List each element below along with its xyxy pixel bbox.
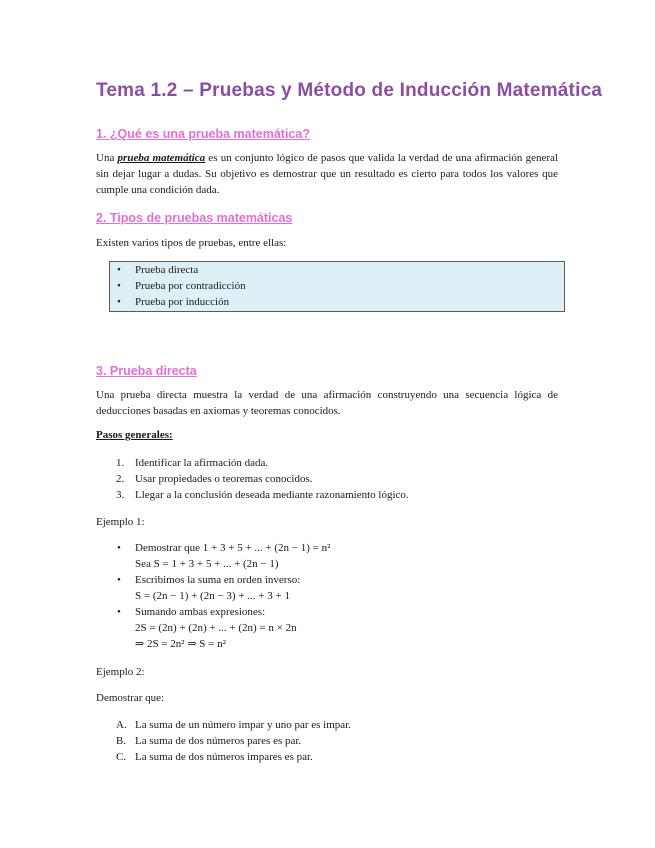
section-1-paragraph (96, 150, 558, 198)
step-number: 3. (116, 489, 125, 501)
example-2-letter: C. (116, 751, 127, 763)
proof-type-item: Prueba por contradicción (135, 280, 246, 292)
example-1-label: Ejemplo 1: (96, 516, 145, 528)
section-3-paragraph: Una prueba directa muestra la verdad de una afirmación construyendo una secuencia lógica de deducciones basadas en axiomas y teoremas conocidos. (96, 389, 558, 417)
steps-title: Pasos generales: (96, 429, 173, 441)
section-1-text-before: Una (96, 152, 118, 164)
section-1-text-after: es un conjunto lógico de pasos que valida la verdad de una afirmación general sin dejar lugar a dudas. Su objetivo es demostrar que un resultado es cierto para todos los valores que cumple una condición dada. (96, 152, 558, 196)
document-title: Tema 1.2 – Pruebas y Método de Inducción Matemática (96, 80, 603, 101)
example-1-line: Sumando ambas expresiones: (135, 606, 266, 618)
bullet-icon: • (117, 264, 121, 276)
proof-type-item: Prueba por inducción (135, 296, 230, 308)
example-1-line: S = (2n − 1) + (2n − 3) + ... + 3 + 1 (135, 590, 290, 602)
example-1-line: 2S = (2n) + (2n) + ... + (2n) = n × 2n (135, 622, 297, 634)
section-3-heading: 3. Prueba directa (96, 364, 197, 378)
step-number: 1. (116, 457, 125, 469)
bullet-icon: • (117, 574, 121, 586)
bullet-icon: • (117, 606, 121, 618)
example-2-label: Ejemplo 2: (96, 666, 145, 678)
step-item: Usar propiedades o teoremas conocidos. (135, 473, 313, 485)
step-item: Llegar a la conclusión deseada mediante razonamiento lógico. (135, 489, 409, 501)
bullet-icon: • (117, 296, 121, 308)
example-2-intro: Demostrar que: (96, 692, 165, 704)
section-1-heading: 1. ¿Qué es una prueba matemática? (96, 127, 310, 141)
example-2-item: La suma de un número impar y uno par es impar. (135, 719, 351, 731)
example-1-line: Escribimos la suma en orden inverso: (135, 574, 301, 586)
example-2-letter: B. (116, 735, 127, 747)
bullet-icon: • (117, 280, 121, 292)
proof-type-item: Prueba directa (135, 264, 199, 276)
example-2-item: La suma de dos números impares es par. (135, 751, 313, 763)
example-2-letter: A. (116, 719, 127, 731)
step-item: Identificar la afirmación dada. (135, 457, 269, 469)
example-1-line: Demostrar que 1 + 3 + 5 + ... + (2n − 1) = n² (135, 542, 331, 554)
prueba-matematica-term: prueba matemática (117, 152, 206, 164)
example-1-line: ⇒ 2S = 2n² ⇒ S = n² (135, 638, 226, 650)
example-1-line: Sea S = 1 + 3 + 5 + ... + (2n − 1) (135, 558, 279, 570)
section-2-heading: 2. Tipos de pruebas matemáticas (96, 211, 293, 225)
section-2-intro: Existen varios tipos de pruebas, entre ellas: (96, 237, 287, 249)
example-2-item: La suma de dos números pares es par. (135, 735, 302, 747)
step-number: 2. (116, 473, 125, 485)
bullet-icon: • (117, 542, 121, 554)
